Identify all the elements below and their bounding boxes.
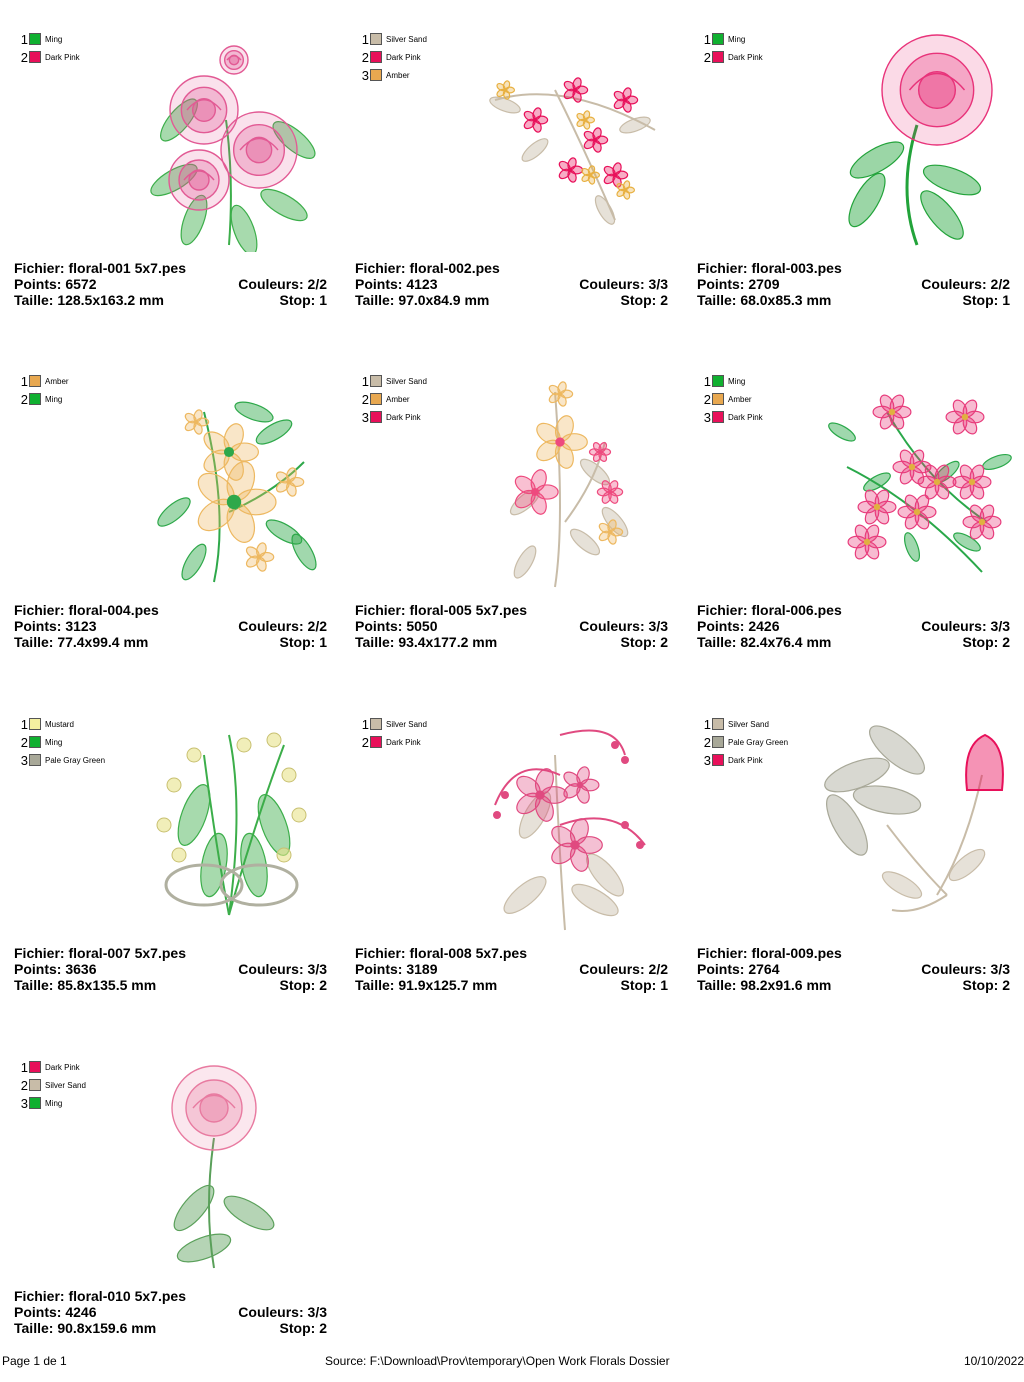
color-count: Couleurs: 3/3 [238, 961, 327, 977]
design-size: Taille: 93.4x177.2 mm [355, 634, 498, 650]
thread-name: Amber [386, 70, 410, 80]
file-name: Fichier: floral-010 5x7.pes [14, 1288, 186, 1304]
thread-row [20, 715, 105, 733]
thread-name: Silver Sand [728, 719, 769, 729]
thread-number: 3 [361, 409, 369, 425]
design-card [355, 709, 675, 1039]
design-card [14, 1052, 334, 1382]
design-size: Taille: 98.2x91.6 mm [697, 977, 832, 993]
thread-name: Ming [728, 376, 746, 386]
thread-name: Dark Pink [386, 412, 421, 422]
design-size: Taille: 68.0x85.3 mm [697, 292, 832, 308]
thread-swatch [370, 69, 382, 81]
thread-row [20, 1058, 86, 1076]
design-size: Taille: 77.4x99.4 mm [14, 634, 149, 650]
thread-number: 1 [703, 31, 711, 47]
stop-count: Stop: 1 [279, 292, 327, 308]
thread-row [361, 66, 427, 84]
thread-swatch [29, 754, 41, 766]
thread-row [20, 48, 80, 66]
design-size: Taille: 97.0x84.9 mm [355, 292, 490, 308]
file-name: Fichier: floral-001 5x7.pes [14, 260, 186, 276]
thread-swatch [370, 736, 382, 748]
thread-name: Dark Pink [728, 52, 763, 62]
embroidery-preview [817, 715, 1017, 937]
thread-swatch [29, 375, 41, 387]
color-count: Couleurs: 2/2 [238, 276, 327, 292]
thread-number: 1 [20, 716, 28, 732]
color-count: Couleurs: 3/3 [921, 961, 1010, 977]
design-info [14, 602, 327, 650]
embroidery-preview [475, 715, 675, 937]
stitch-count: Points: 4123 [355, 276, 438, 292]
thread-swatch [712, 411, 724, 423]
thread-name: Ming [45, 394, 63, 404]
thread-row [361, 408, 427, 426]
design-card [14, 24, 334, 354]
file-name: Fichier: floral-005 5x7.pes [355, 602, 527, 618]
page-number: Page 1 de 1 [2, 1354, 67, 1368]
thread-legend [20, 1058, 86, 1112]
thread-number: 1 [361, 31, 369, 47]
stop-count: Stop: 1 [620, 977, 668, 993]
stop-count: Stop: 2 [620, 292, 668, 308]
design-info [355, 602, 668, 650]
thread-name: Ming [728, 34, 746, 44]
thread-row [703, 390, 763, 408]
thread-row [361, 733, 427, 751]
thread-number: 2 [20, 391, 28, 407]
thread-name: Dark Pink [728, 755, 763, 765]
file-name: Fichier: floral-003.pes [697, 260, 842, 276]
thread-swatch [370, 51, 382, 63]
thread-swatch [29, 718, 41, 730]
stitch-count: Points: 5050 [355, 618, 438, 634]
file-name: Fichier: floral-008 5x7.pes [355, 945, 527, 961]
thread-name: Dark Pink [45, 52, 80, 62]
thread-name: Silver Sand [386, 376, 427, 386]
thread-name: Pale Gray Green [45, 755, 106, 765]
thread-number: 3 [20, 1095, 28, 1111]
file-name: Fichier: floral-006.pes [697, 602, 842, 618]
embroidery-design-image [134, 715, 334, 937]
design-card [697, 709, 1017, 1039]
thread-swatch [370, 375, 382, 387]
design-size: Taille: 82.4x76.4 mm [697, 634, 832, 650]
thread-number: 1 [20, 31, 28, 47]
thread-row [703, 48, 763, 66]
thread-name: Ming [45, 34, 63, 44]
thread-swatch [29, 51, 41, 63]
thread-swatch [712, 375, 724, 387]
stitch-count: Points: 6572 [14, 276, 97, 292]
thread-swatch [712, 754, 724, 766]
design-info [697, 260, 1010, 308]
page-footer [0, 1354, 1024, 1370]
thread-name: Dark Pink [386, 737, 421, 747]
thread-row [703, 751, 788, 769]
source-path: Source: F:\Download\Prov\temporary\Open Work Florals Dossier [325, 1354, 670, 1368]
thread-number: 1 [703, 716, 711, 732]
embroidery-design-image [475, 372, 675, 594]
thread-legend [703, 30, 763, 66]
thread-number: 2 [703, 734, 711, 750]
thread-legend [361, 715, 427, 751]
thread-number: 2 [703, 391, 711, 407]
thread-swatch [29, 1097, 41, 1109]
thread-number: 3 [361, 67, 369, 83]
file-name: Fichier: floral-009.pes [697, 945, 842, 961]
thread-number: 2 [20, 49, 28, 65]
color-count: Couleurs: 2/2 [579, 961, 668, 977]
stop-count: Stop: 2 [962, 634, 1010, 650]
color-count: Couleurs: 2/2 [921, 276, 1010, 292]
thread-name: Amber [728, 394, 752, 404]
embroidery-design-image [817, 30, 1017, 252]
thread-number: 1 [361, 373, 369, 389]
thread-number: 1 [703, 373, 711, 389]
thread-swatch [370, 393, 382, 405]
file-name: Fichier: floral-007 5x7.pes [14, 945, 186, 961]
stitch-count: Points: 4246 [14, 1304, 97, 1320]
thread-row [20, 1076, 86, 1094]
design-size: Taille: 91.9x125.7 mm [355, 977, 498, 993]
thread-name: Ming [45, 737, 63, 747]
thread-number: 2 [20, 734, 28, 750]
thread-name: Silver Sand [45, 1080, 86, 1090]
embroidery-preview [134, 372, 334, 594]
embroidery-preview [134, 30, 334, 252]
file-name: Fichier: floral-004.pes [14, 602, 159, 618]
thread-row [703, 372, 763, 390]
embroidery-design-image [817, 715, 1017, 937]
thread-swatch [370, 33, 382, 45]
thread-row [703, 733, 788, 751]
thread-row [20, 1094, 86, 1112]
thread-row [20, 30, 80, 48]
stitch-count: Points: 2426 [697, 618, 780, 634]
thread-swatch [712, 33, 724, 45]
stop-count: Stop: 1 [962, 292, 1010, 308]
embroidery-design-image [134, 30, 334, 252]
color-count: Couleurs: 2/2 [238, 618, 327, 634]
thread-legend [20, 372, 69, 408]
thread-row [703, 30, 763, 48]
embroidery-design-image [817, 372, 1017, 594]
thread-swatch [712, 393, 724, 405]
design-card [355, 24, 675, 354]
thread-swatch [29, 736, 41, 748]
thread-name: Mustard [45, 719, 74, 729]
thread-swatch [712, 51, 724, 63]
thread-swatch [29, 1079, 41, 1091]
thread-legend [703, 372, 763, 426]
embroidery-preview [134, 715, 334, 937]
thread-swatch [29, 1061, 41, 1073]
thread-swatch [370, 718, 382, 730]
embroidery-design-image [134, 1058, 334, 1280]
design-card [355, 366, 675, 696]
thread-row [703, 715, 788, 733]
thread-name: Silver Sand [386, 719, 427, 729]
thread-legend [361, 372, 427, 426]
embroidery-design-image [475, 30, 675, 252]
design-info [697, 602, 1010, 650]
thread-name: Dark Pink [45, 1062, 80, 1072]
design-info [14, 260, 327, 308]
stop-count: Stop: 2 [620, 634, 668, 650]
thread-name: Dark Pink [386, 52, 421, 62]
design-size: Taille: 85.8x135.5 mm [14, 977, 157, 993]
design-size: Taille: 90.8x159.6 mm [14, 1320, 157, 1336]
thread-row [361, 372, 427, 390]
stop-count: Stop: 2 [279, 1320, 327, 1336]
embroidery-design-image [134, 372, 334, 594]
thread-row [703, 408, 763, 426]
thread-name: Ming [45, 1098, 63, 1108]
thread-swatch [712, 736, 724, 748]
color-count: Couleurs: 3/3 [579, 276, 668, 292]
stitch-count: Points: 3636 [14, 961, 97, 977]
thread-swatch [370, 411, 382, 423]
thread-swatch [712, 718, 724, 730]
thread-number: 1 [361, 716, 369, 732]
color-count: Couleurs: 3/3 [579, 618, 668, 634]
design-card [697, 366, 1017, 696]
embroidery-preview [134, 1058, 334, 1280]
stitch-count: Points: 2764 [697, 961, 780, 977]
stitch-count: Points: 3123 [14, 618, 97, 634]
stop-count: Stop: 1 [279, 634, 327, 650]
thread-number: 2 [20, 1077, 28, 1093]
stop-count: Stop: 2 [962, 977, 1010, 993]
thread-row [20, 390, 69, 408]
thread-row [20, 733, 105, 751]
thread-name: Silver Sand [386, 34, 427, 44]
embroidery-preview [817, 372, 1017, 594]
embroidery-design-image [475, 715, 675, 937]
thread-row [361, 30, 427, 48]
design-info [697, 945, 1010, 993]
thread-number: 2 [361, 391, 369, 407]
stitch-count: Points: 2709 [697, 276, 780, 292]
design-card [14, 709, 334, 1039]
thread-name: Dark Pink [728, 412, 763, 422]
thread-number: 2 [361, 734, 369, 750]
thread-row [20, 751, 105, 769]
thread-number: 2 [703, 49, 711, 65]
thread-number: 1 [20, 373, 28, 389]
thread-legend [20, 715, 105, 769]
thread-row [361, 715, 427, 733]
design-card [697, 24, 1017, 354]
thread-name: Amber [45, 376, 69, 386]
thread-name: Pale Gray Green [728, 737, 789, 747]
stop-count: Stop: 2 [279, 977, 327, 993]
design-info [355, 945, 668, 993]
thread-legend [20, 30, 80, 66]
thread-number: 1 [20, 1059, 28, 1075]
design-size: Taille: 128.5x163.2 mm [14, 292, 164, 308]
thread-number: 3 [20, 752, 28, 768]
thread-swatch [29, 33, 41, 45]
design-info [14, 1288, 327, 1336]
color-count: Couleurs: 3/3 [921, 618, 1010, 634]
embroidery-preview [475, 372, 675, 594]
stitch-count: Points: 3189 [355, 961, 438, 977]
thread-row [361, 390, 427, 408]
thread-name: Amber [386, 394, 410, 404]
embroidery-preview [475, 30, 675, 252]
thread-legend [361, 30, 427, 84]
color-count: Couleurs: 3/3 [238, 1304, 327, 1320]
thread-row [20, 372, 69, 390]
design-info [355, 260, 668, 308]
design-info [14, 945, 327, 993]
thread-number: 3 [703, 752, 711, 768]
thread-legend [703, 715, 788, 769]
thread-swatch [29, 393, 41, 405]
thread-number: 3 [703, 409, 711, 425]
design-card [14, 366, 334, 696]
embroidery-preview [817, 30, 1017, 252]
thread-number: 2 [361, 49, 369, 65]
file-name: Fichier: floral-002.pes [355, 260, 500, 276]
print-date: 10/10/2022 [963, 1354, 1024, 1368]
thread-row [361, 48, 427, 66]
